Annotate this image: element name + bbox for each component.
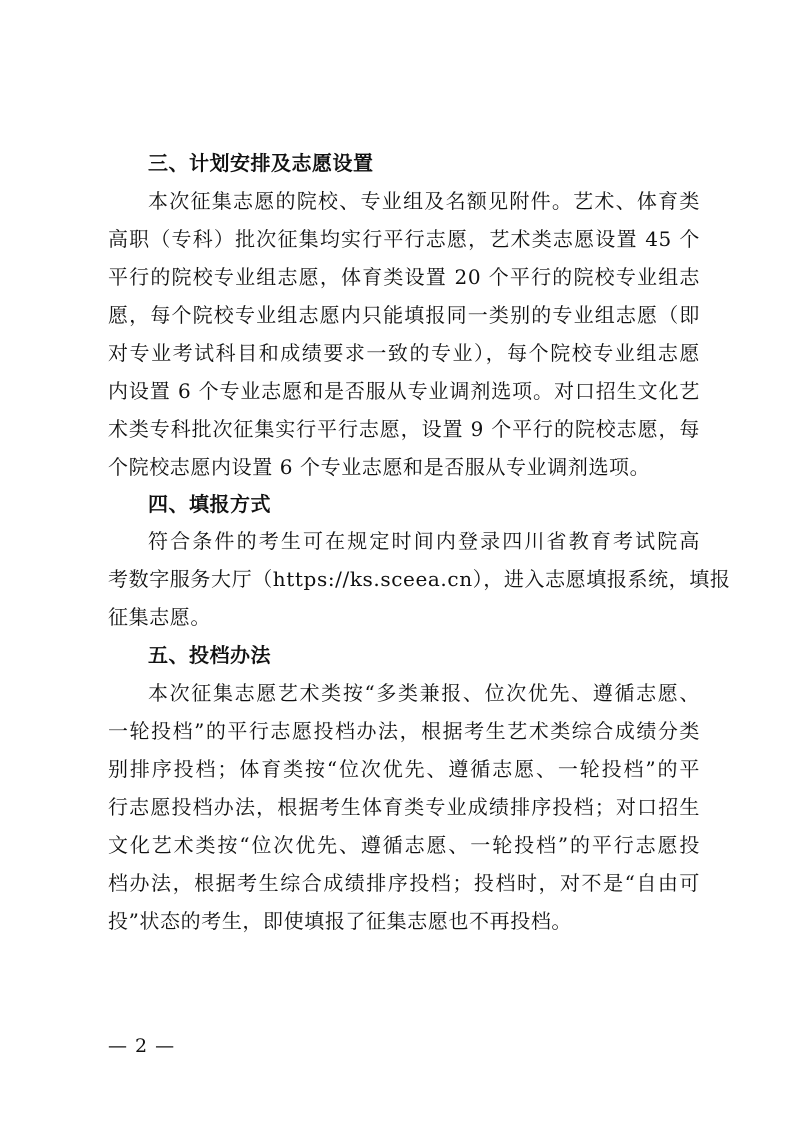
section-body-admission: [108, 674, 700, 940]
paragraph-line: 征集志愿。: [108, 605, 211, 629]
paragraph-line: 投”状态的考生，即使填报了征集志愿也不再投档。: [108, 909, 573, 933]
section-heading-admission: 五、投档办法: [148, 643, 271, 667]
section-heading-method: 四、填报方式: [148, 492, 271, 516]
paragraph-line: 考数字服务大厅（https://ks.sceea.cn），进入志愿填报系统，填报: [108, 567, 731, 591]
page-number: — 2 —: [108, 1035, 176, 1057]
paragraph-line: 本次征集志愿的院校、专业组及名额见附件。艺术、体育类: [148, 189, 700, 213]
paragraph-line: 档办法，根据考生综合成绩排序投档；投档时，对不是“自由可: [108, 871, 700, 895]
paragraph-line: 符合条件的考生可在规定时间内登录四川省教育考试院高: [148, 529, 700, 553]
paragraph-line: 对专业考试科目和成绩要求一致的专业），每个院校专业组志愿: [108, 341, 700, 365]
paragraph-line: 平行的院校专业组志愿，体育类设置 20 个平行的院校专业组志: [108, 265, 700, 289]
paragraph-line: 术类专科批次征集实行平行志愿，设置 9 个平行的院校志愿，每: [108, 417, 700, 441]
paragraph-line: 一轮投档”的平行志愿投档办法，根据考生艺术类综合成绩分类: [108, 719, 700, 743]
section-body-method: [108, 522, 731, 636]
paragraph-line: 本次征集志愿艺术类按“多类兼报、位次优先、遵循志愿、: [148, 681, 700, 705]
paragraph-line: 个院校志愿内设置 6 个专业志愿和是否服从专业调剂选项。: [108, 455, 651, 479]
paragraph-line: 行志愿投档办法，根据考生体育类专业成绩排序投档；对口招生: [108, 795, 700, 819]
paragraph-line: 愿，每个院校专业组志愿内只能填报同一类别的专业组志愿（即: [108, 303, 700, 327]
section-body-plan: [108, 182, 700, 486]
paragraph-line: 高职（专科）批次征集均实行平行志愿，艺术类志愿设置 45 个: [108, 227, 700, 251]
section-heading-plan: 三、计划安排及志愿设置: [148, 151, 374, 175]
paragraph-line: 别排序投档；体育类按“位次优先、遵循志愿、一轮投档”的平: [108, 757, 700, 781]
paragraph-line: 内设置 6 个专业志愿和是否服从专业调剂选项。对口招生文化艺: [108, 379, 700, 403]
paragraph-line: 文化艺术类按“位次优先、遵循志愿、一轮投档”的平行志愿投: [108, 833, 700, 857]
